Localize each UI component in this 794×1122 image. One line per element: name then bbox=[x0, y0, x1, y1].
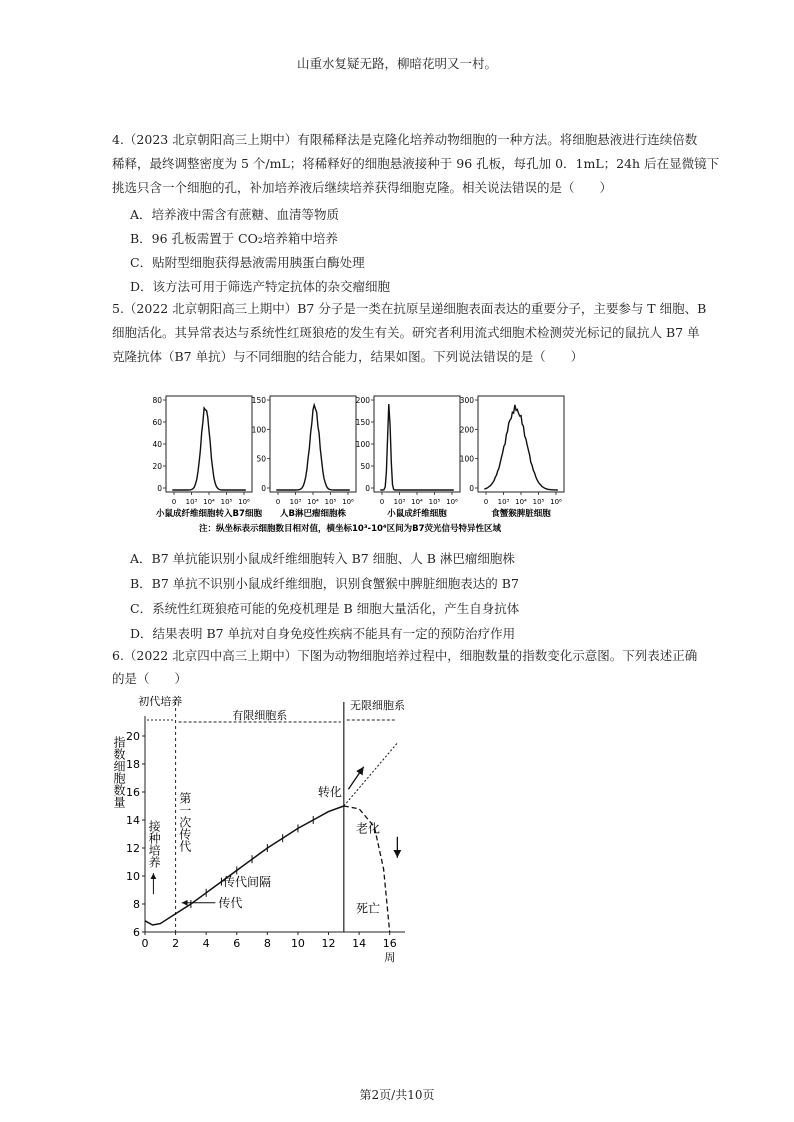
q4-option-a: A．培养液中需含有蔗糖、血清等物质 bbox=[130, 207, 340, 222]
flow-cytometry-figure bbox=[140, 388, 580, 538]
histogram-label: 小鼠成纤维细胞 bbox=[387, 509, 447, 519]
x-tick-label: 10⁶ bbox=[238, 498, 250, 506]
q4-option-c: C．贴附型细胞获得悬液需用胰蛋白酶处理 bbox=[130, 255, 365, 270]
x-tick-label: 16 bbox=[382, 937, 397, 950]
x-tick-label: 10⁵ bbox=[220, 498, 233, 506]
cell-growth-chart bbox=[105, 692, 425, 982]
x-tick-label: 0 bbox=[275, 498, 281, 506]
y-tick-label: 6 bbox=[133, 926, 140, 939]
x-tick-label: 10⁵ bbox=[532, 498, 545, 506]
region-primary-culture: 初代培养 bbox=[138, 695, 183, 708]
y-tick-label: 200 bbox=[355, 396, 370, 405]
x-tick-label: 0 bbox=[171, 498, 177, 506]
y-tick-label: 80 bbox=[152, 396, 162, 405]
x-tick-label: 10³ bbox=[497, 498, 510, 506]
q4-option-d: D．该方法可用于筛选产特定抗体的杂交瘤细胞 bbox=[130, 279, 391, 294]
y-tick-label: 0 bbox=[261, 484, 266, 493]
q6-line-1: 6.（2022 北京四中高三上期中）下图为动物细胞培养过程中，细胞数量的指数变化示意图。下列表述正确 bbox=[112, 648, 698, 663]
y-tick-label: 18 bbox=[126, 758, 140, 771]
y-tick-label: 12 bbox=[126, 842, 140, 855]
x-tick-label: 10⁶ bbox=[342, 498, 354, 506]
y-axis-label: 指数细胞数量 bbox=[112, 736, 126, 808]
x-axis-label: 周 bbox=[384, 951, 396, 964]
q4-line-1: 4.（2023 北京朝阳高三上期中）有限稀释法是克隆化培养动物细胞的一种方法。将细胞悬液进行连续倍数 bbox=[112, 132, 698, 147]
region-infinite-line: 无限细胞系 bbox=[349, 699, 405, 712]
x-tick-label: 10⁵ bbox=[324, 498, 337, 506]
x-tick-label: 2 bbox=[172, 937, 180, 950]
q5-option-b: B．B7 单抗不识别小鼠成纤维细胞，识别食蟹猴中脾脏细胞表达的 B7 bbox=[130, 576, 519, 591]
y-tick-label: 150 bbox=[251, 396, 266, 405]
q5-option-a: A．B7 单抗能识别小鼠成纤维细胞转入 B7 细胞、人 B 淋巴瘤细胞株 bbox=[130, 551, 515, 566]
page-motto: 山重水复疑无路，柳暗花明又一村。 bbox=[296, 56, 497, 71]
y-tick-label: 50 bbox=[360, 462, 370, 471]
figure-note: 注：纵坐标表示细胞数目相对值，横坐标10³-10⁴区间为B7荧光信号特异性区域 bbox=[198, 524, 502, 534]
x-tick-label: 0 bbox=[141, 937, 149, 950]
histogram-label: 食蟹猴脾脏细胞 bbox=[491, 509, 551, 519]
x-tick-label: 10⁶ bbox=[446, 498, 458, 506]
growth-curve bbox=[145, 806, 344, 925]
y-tick-label: 100 bbox=[459, 454, 474, 464]
histogram-label: 人B淋巴瘤细胞株 bbox=[280, 509, 346, 519]
q5-option-c: C．系统性红斑狼疮可能的免疫机理是 B 细胞大量活化，产生自身抗体 bbox=[130, 601, 520, 616]
x-tick-label: 10⁴ bbox=[307, 498, 319, 506]
region-finite-line: 有限细胞系 bbox=[232, 709, 288, 722]
y-tick-label: 0 bbox=[469, 484, 474, 493]
histogram-frame bbox=[166, 396, 252, 492]
histogram-frame bbox=[478, 396, 564, 492]
transform-curve bbox=[344, 743, 398, 806]
annotation-transform: 转化 bbox=[317, 785, 342, 800]
y-tick-label: 14 bbox=[126, 814, 140, 827]
x-tick-label: 0 bbox=[379, 498, 385, 506]
q5-line-3: 克隆抗体（B7 单抗）与不同细胞的结合能力，结果如图。下列说法错误的是（ ） bbox=[112, 349, 584, 364]
y-tick-label: 200 bbox=[459, 425, 474, 435]
annotation-first-passage: 第一次传代 bbox=[177, 792, 192, 852]
y-tick-label: 50 bbox=[256, 454, 266, 464]
x-tick-label: 10⁴ bbox=[515, 498, 527, 506]
y-tick-label: 100 bbox=[355, 440, 370, 449]
q5-line-1: 5.（2022 北京朝阳高三上期中）B7 分子是一类在抗原呈递细胞表面表达的重要分子，主要参与 T 细胞、B bbox=[112, 301, 707, 316]
x-tick-label: 10⁴ bbox=[411, 498, 423, 506]
annotation-aging: 老化 bbox=[356, 821, 381, 836]
x-tick-label: 10 bbox=[290, 937, 305, 950]
q6-line-2: 的是（ ） bbox=[112, 671, 188, 686]
x-tick-label: 10⁶ bbox=[550, 498, 562, 506]
annotation-death: 死亡 bbox=[356, 901, 381, 916]
x-tick-label: 10³ bbox=[289, 498, 302, 506]
y-tick-label: 100 bbox=[251, 425, 266, 435]
q4-option-b: B．96 孔板需置于 CO₂培养箱中培养 bbox=[130, 231, 338, 246]
y-tick-label: 20 bbox=[152, 462, 162, 471]
y-tick-label: 8 bbox=[133, 898, 140, 911]
transform-arrow bbox=[348, 767, 363, 789]
y-tick-label: 16 bbox=[126, 786, 140, 799]
y-tick-label: 300 bbox=[459, 396, 474, 405]
y-tick-label: 60 bbox=[152, 418, 162, 427]
annotation-passage-interval: 传代间隔 bbox=[223, 874, 272, 889]
x-tick-label: 10³ bbox=[393, 498, 406, 506]
y-tick-label: 10 bbox=[126, 870, 140, 883]
annotation-passage: 传代 bbox=[218, 895, 243, 910]
q5-line-2: 细胞活化。其异常表达与系统性红斑狼疮的发生有关。研究者利用流式细胞术检测荧光标记的鼠抗人 B7 单 bbox=[112, 325, 700, 340]
q5-option-d: D．结果表明 B7 单抗对自身免疫性疾病不能具有一定的预防治疗作用 bbox=[130, 626, 516, 641]
histogram-label: 小鼠成纤维细胞转入B7细胞 bbox=[156, 509, 262, 519]
y-tick-label: 150 bbox=[355, 418, 370, 427]
x-tick-label: 8 bbox=[263, 937, 271, 950]
y-tick-label: 20 bbox=[126, 730, 140, 743]
x-tick-label: 10⁴ bbox=[203, 498, 215, 506]
x-tick-label: 0 bbox=[483, 498, 489, 506]
q4-line-3: 挑选只含一个细胞的孔，补加培养液后继续培养获得细胞克隆。相关说法错误的是（ ） bbox=[112, 180, 613, 195]
y-tick-label: 0 bbox=[365, 484, 370, 493]
x-tick-label: 10⁵ bbox=[428, 498, 441, 506]
annotation-inoculate: 接种培养 bbox=[147, 820, 162, 868]
y-tick-label: 0 bbox=[157, 484, 162, 493]
x-tick-label: 4 bbox=[202, 937, 210, 950]
x-tick-label: 12 bbox=[321, 937, 336, 950]
page-footer: 第2页/共10页 bbox=[359, 1088, 435, 1102]
x-tick-label: 14 bbox=[352, 937, 367, 950]
x-tick-label: 6 bbox=[233, 937, 241, 950]
x-tick-label: 10³ bbox=[185, 498, 198, 506]
q4-line-2: 稀释，最终调整密度为 5 个/mL；将稀释好的细胞悬液接种于 96 孔板，每孔加 0．1mL；24h 后在显微镜下 bbox=[112, 156, 720, 171]
y-tick-label: 40 bbox=[152, 440, 162, 449]
